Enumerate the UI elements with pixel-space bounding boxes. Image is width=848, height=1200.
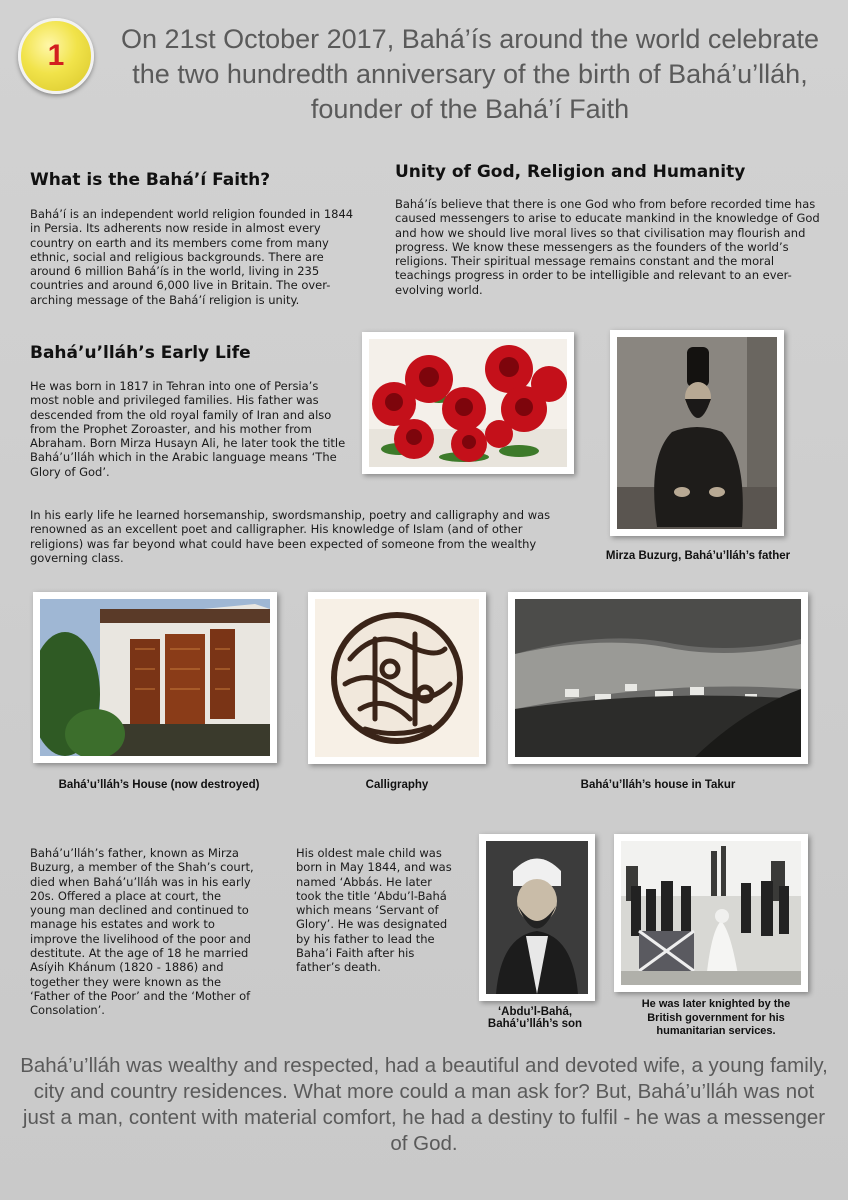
knighted-caption: He was later knighted by the British government for his humanitarian services. xyxy=(641,998,791,1037)
knighting-image xyxy=(621,841,801,985)
father-caption: Mirza Buzurg, Bahá’u’lláh’s father xyxy=(605,550,791,562)
son-caption-line-2: Bahá’u’lláh’s son xyxy=(487,1018,583,1030)
calligraphy-caption: Calligraphy xyxy=(365,779,429,791)
faith-heading: What is the Bahá’í Faith? xyxy=(30,170,271,190)
father-photo xyxy=(610,330,784,536)
unity-text: Bahá’ís believe that there is one God who from before recorded time has caused messengers to arise to educate mankind in the knowledge of God and how we should live moral lives so that civilisation may flourish and progress. We know these messengers as the founders of the world’s religions. Their spiritual message remains constant and the moral teachings progress in order to be intelligible and relevant to an ever-evolving world. xyxy=(395,197,820,297)
page-title: On 21st October 2017, Bahá’ís around the world celebrate the two hundredth anniversary of the birth of Bahá’u’lláh, founder of the Bahá’í Faith xyxy=(121,24,819,124)
early-life-heading: Bahá’u’lláh’s Early Life xyxy=(30,343,251,363)
early-life-text-2: In his early life he learned horsemanship, swordsmanship, poetry and calligraphy and was renowned as an excellent poet and calligrapher. His knowledge of Islam (and of other religions) was far beyond what could have been expected of someone from the wealthy governing class. xyxy=(30,508,551,565)
father-portrait xyxy=(617,337,777,529)
roses-photo xyxy=(362,332,574,474)
unity-section xyxy=(395,162,825,297)
family-text-2: His oldest male child was born in May 1844, and was named ‘Abbás. He later took the title ‘Abdu’l-Bahá which means ‘Servant of Glory’. He was designated by his father to lead the Baha’i Faith after his father’s death. xyxy=(296,846,452,975)
house-image xyxy=(40,599,270,756)
knighting-photo xyxy=(614,834,808,992)
takur-caption: Bahá’u’lláh’s house in Takur xyxy=(580,779,736,791)
calligraphy-photo xyxy=(308,592,486,764)
house-photo xyxy=(33,592,277,763)
number-badge xyxy=(18,18,94,94)
early-life-section xyxy=(30,343,348,479)
early-life-text: He was born in 1817 in Tehran into one of Persia’s most noble and privileged families. His father was descended from the old royal family of Iran and also from the Prophet Zoroaster, and his mother from Abraham. Born Mirza Husayn Ali, he later took the title Bahá’u’lláh which in the Arabic language means ‘The Glory of God’. xyxy=(30,379,346,479)
house-caption: Bahá’u’lláh’s House (now destroyed) xyxy=(58,779,260,791)
son-photo xyxy=(479,834,595,1001)
son-portrait xyxy=(486,841,588,994)
roses-image xyxy=(369,339,567,467)
faith-text: Bahá’í is an independent world religion founded in 1844 in Persia. Its adherents now reside in almost every country on earth and its members come from many ethnic, social and religious backgrounds. There are around 6 million Bahá’ís in the world, living in 235 countries and around 6,000 live in Britain. The over-arching message of the Bahá’í religion is unity. xyxy=(30,207,354,307)
unity-heading: Unity of God, Religion and Humanity xyxy=(395,162,746,182)
son-caption xyxy=(470,1006,600,1030)
faith-section xyxy=(30,170,365,307)
takur-photo xyxy=(508,592,808,764)
closing-statement: Bahá’u’lláh was wealthy and respected, had a beautiful and devoted wife, a young family, city and country residences. What more could a man ask for? But, Bahá’u’lláh was not just a man, content with material comfort, he had a destiny to fulfil - he was a messenger of God. xyxy=(20,1054,828,1155)
takur-image xyxy=(515,599,801,757)
son-caption-line-1: ‘Abdu’l-Bahá, xyxy=(497,1006,573,1018)
family-text-1: Bahá’u’lláh’s father, known as Mirza Buzurg, a member of the Shah’s court, died when Bahá’u’lláh was in his early 20s. Offered a place at court, the young man declined and continued to manage his estates and work to improve the livelihood of the poor and destitute. At the age of 18 he married Asíyih Khánum (1820 - 1886) and together they were known as the ‘Father of the Poor’ and the ‘Mother of Consolation’. xyxy=(30,846,254,1018)
calligraphy-image xyxy=(315,599,479,757)
badge-number: 1 xyxy=(47,39,65,72)
